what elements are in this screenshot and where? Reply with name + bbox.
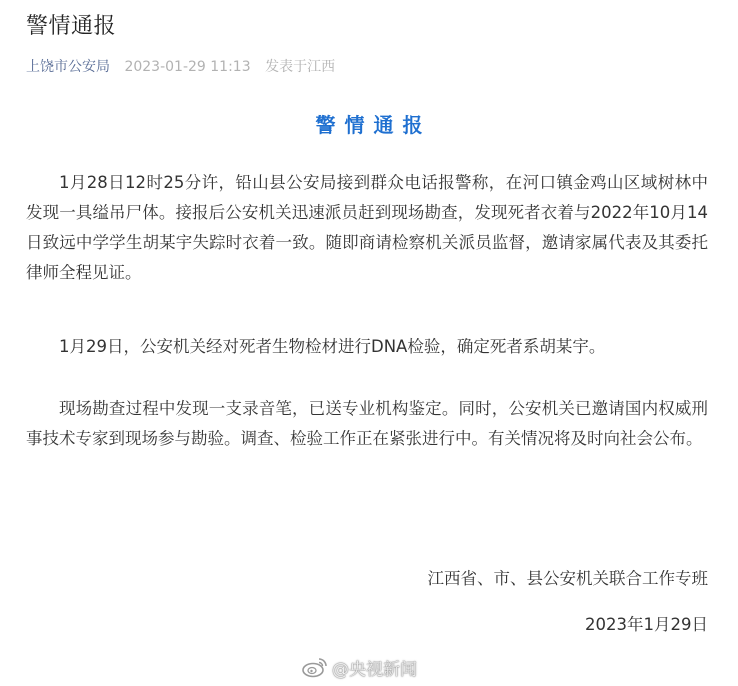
body-paragraph-2: 1月29日，公安机关经对死者生物检材进行DNA检验，确定死者系胡某宇。 [59,337,606,356]
article-meta [26,56,335,78]
page-title: 警情通报 [26,14,117,39]
publish-location: 发表于江西 [265,59,336,75]
signature-issuer: 江西省、市、县公安机关联合工作专班 [427,569,708,588]
weibo-icon [302,656,328,678]
body-paragraph-1: 1月28日12时25分许，铅山县公安局接到群众电话报警称，在河口镇金鸡山区域树林中发现一具缢吊尸体。接报后公安机关迅速派员赶到现场勘查，发现死者衣着与2022年10月14日致远中学学生胡某宇失踪时衣着一致。随即商请检察机关派员监督，邀请家属代表及其委托律师全程见证。 [26,173,708,282]
watermark-text: @央视新闻 [332,659,417,680]
notice-headline: 警情通报 [315,113,432,137]
watermark [302,654,417,680]
body-paragraph-3: 现场勘查过程中发现一支录音笔，已送专业机构鉴定。同时，公安机关已邀请国内权威刑事技术专家到现场参与勘验。调查、检验工作正在紧张进行中。有关情况将及时向社会公布。 [26,399,708,448]
account-name-link[interactable]: 上饶市公安局 [26,59,110,75]
publish-time: 2023-01-29 11:13 [124,59,251,75]
signature-date: 2023年1月29日 [585,615,708,634]
